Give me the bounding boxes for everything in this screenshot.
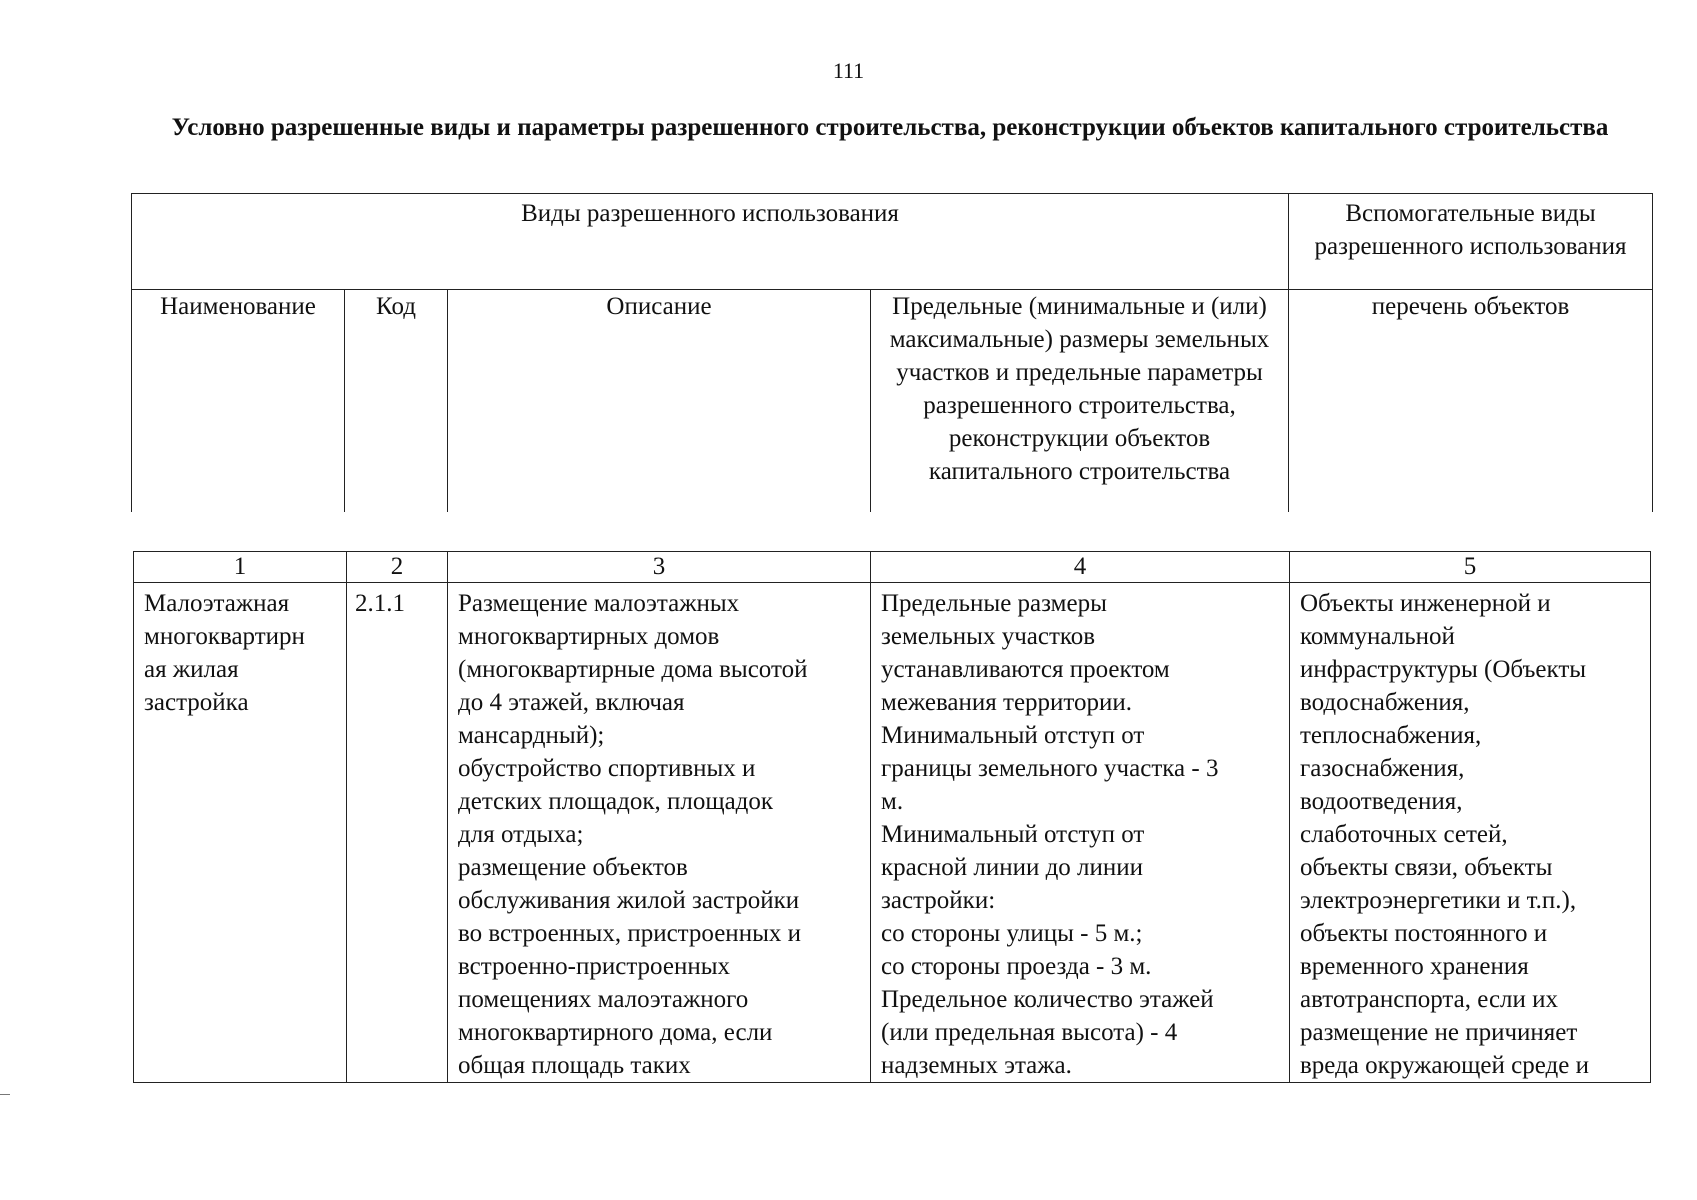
cell-code: 2.1.1 (347, 583, 448, 1083)
header-col-name: Наименование (132, 290, 345, 513)
document-title: Условно разрешенные виды и параметры разрешенного строительства, реконструкции объектов капитального строительства (171, 114, 1609, 141)
header-col-description: Описание (448, 290, 871, 513)
header-group-main: Виды разрешенного использования (132, 194, 1289, 290)
column-number: 5 (1290, 552, 1651, 583)
cell-description: Размещение малоэтажных многоквартирных домов (многоквартирные дома высотой до 4 этажей, включая мансардный); обустройство спортивных и детских площадок, площадок для отдыха; размещение объектов обслуживания жилой застройки во встроенных, пристроенных и встроенно-пристроенных помещениях малоэтажного многоквартирного дома, если общая площадь таких (448, 583, 871, 1083)
table-row (134, 583, 1651, 1083)
column-number-row (134, 552, 1651, 583)
header-col-limits: Предельные (минимальные и (или) максимальные) размеры земельных участков и предельные параметры разрешенного строительства, реконструкции объектов капитального строительства (871, 290, 1289, 513)
column-number: 2 (347, 552, 448, 583)
header-table (131, 193, 1653, 512)
header-col-code: Код (345, 290, 448, 513)
page-number: 111 (832, 58, 865, 83)
main-table (133, 551, 1651, 1083)
header-group-aux: Вспомогательные виды разрешенного использования (1289, 194, 1653, 290)
column-number: 1 (134, 552, 347, 583)
header-col-objects: перечень объектов (1289, 290, 1653, 513)
cell-objects: Объекты инженерной и коммунальной инфраструктуры (Объекты водоснабжения, теплоснабжения, газоснабжения, водоотведения, слаботочных сетей, объекты связи, объекты электроэнергетики и т.п.), объекты постоянного и временного хранения автотранспорта, если их размещение не причиняет вреда окружающей среде и (1290, 583, 1651, 1083)
cell-limits: Предельные размеры земельных участков устанавливаются проектом межевания территории. Минимальный отступ от границы земельного участка - 3 м. Минимальный отступ от красной линии до линии застройки: со стороны улицы - 5 м.; со стороны проезда - 3 м. Предельное количество этажей (или предельная высота) - 4 надземных этажа. (871, 583, 1290, 1083)
scan-margin-mark (0, 1094, 10, 1095)
column-number: 3 (448, 552, 871, 583)
column-number: 4 (871, 552, 1290, 583)
cell-name: Малоэтажная многоквартирн ая жилая застройка (134, 583, 347, 1083)
